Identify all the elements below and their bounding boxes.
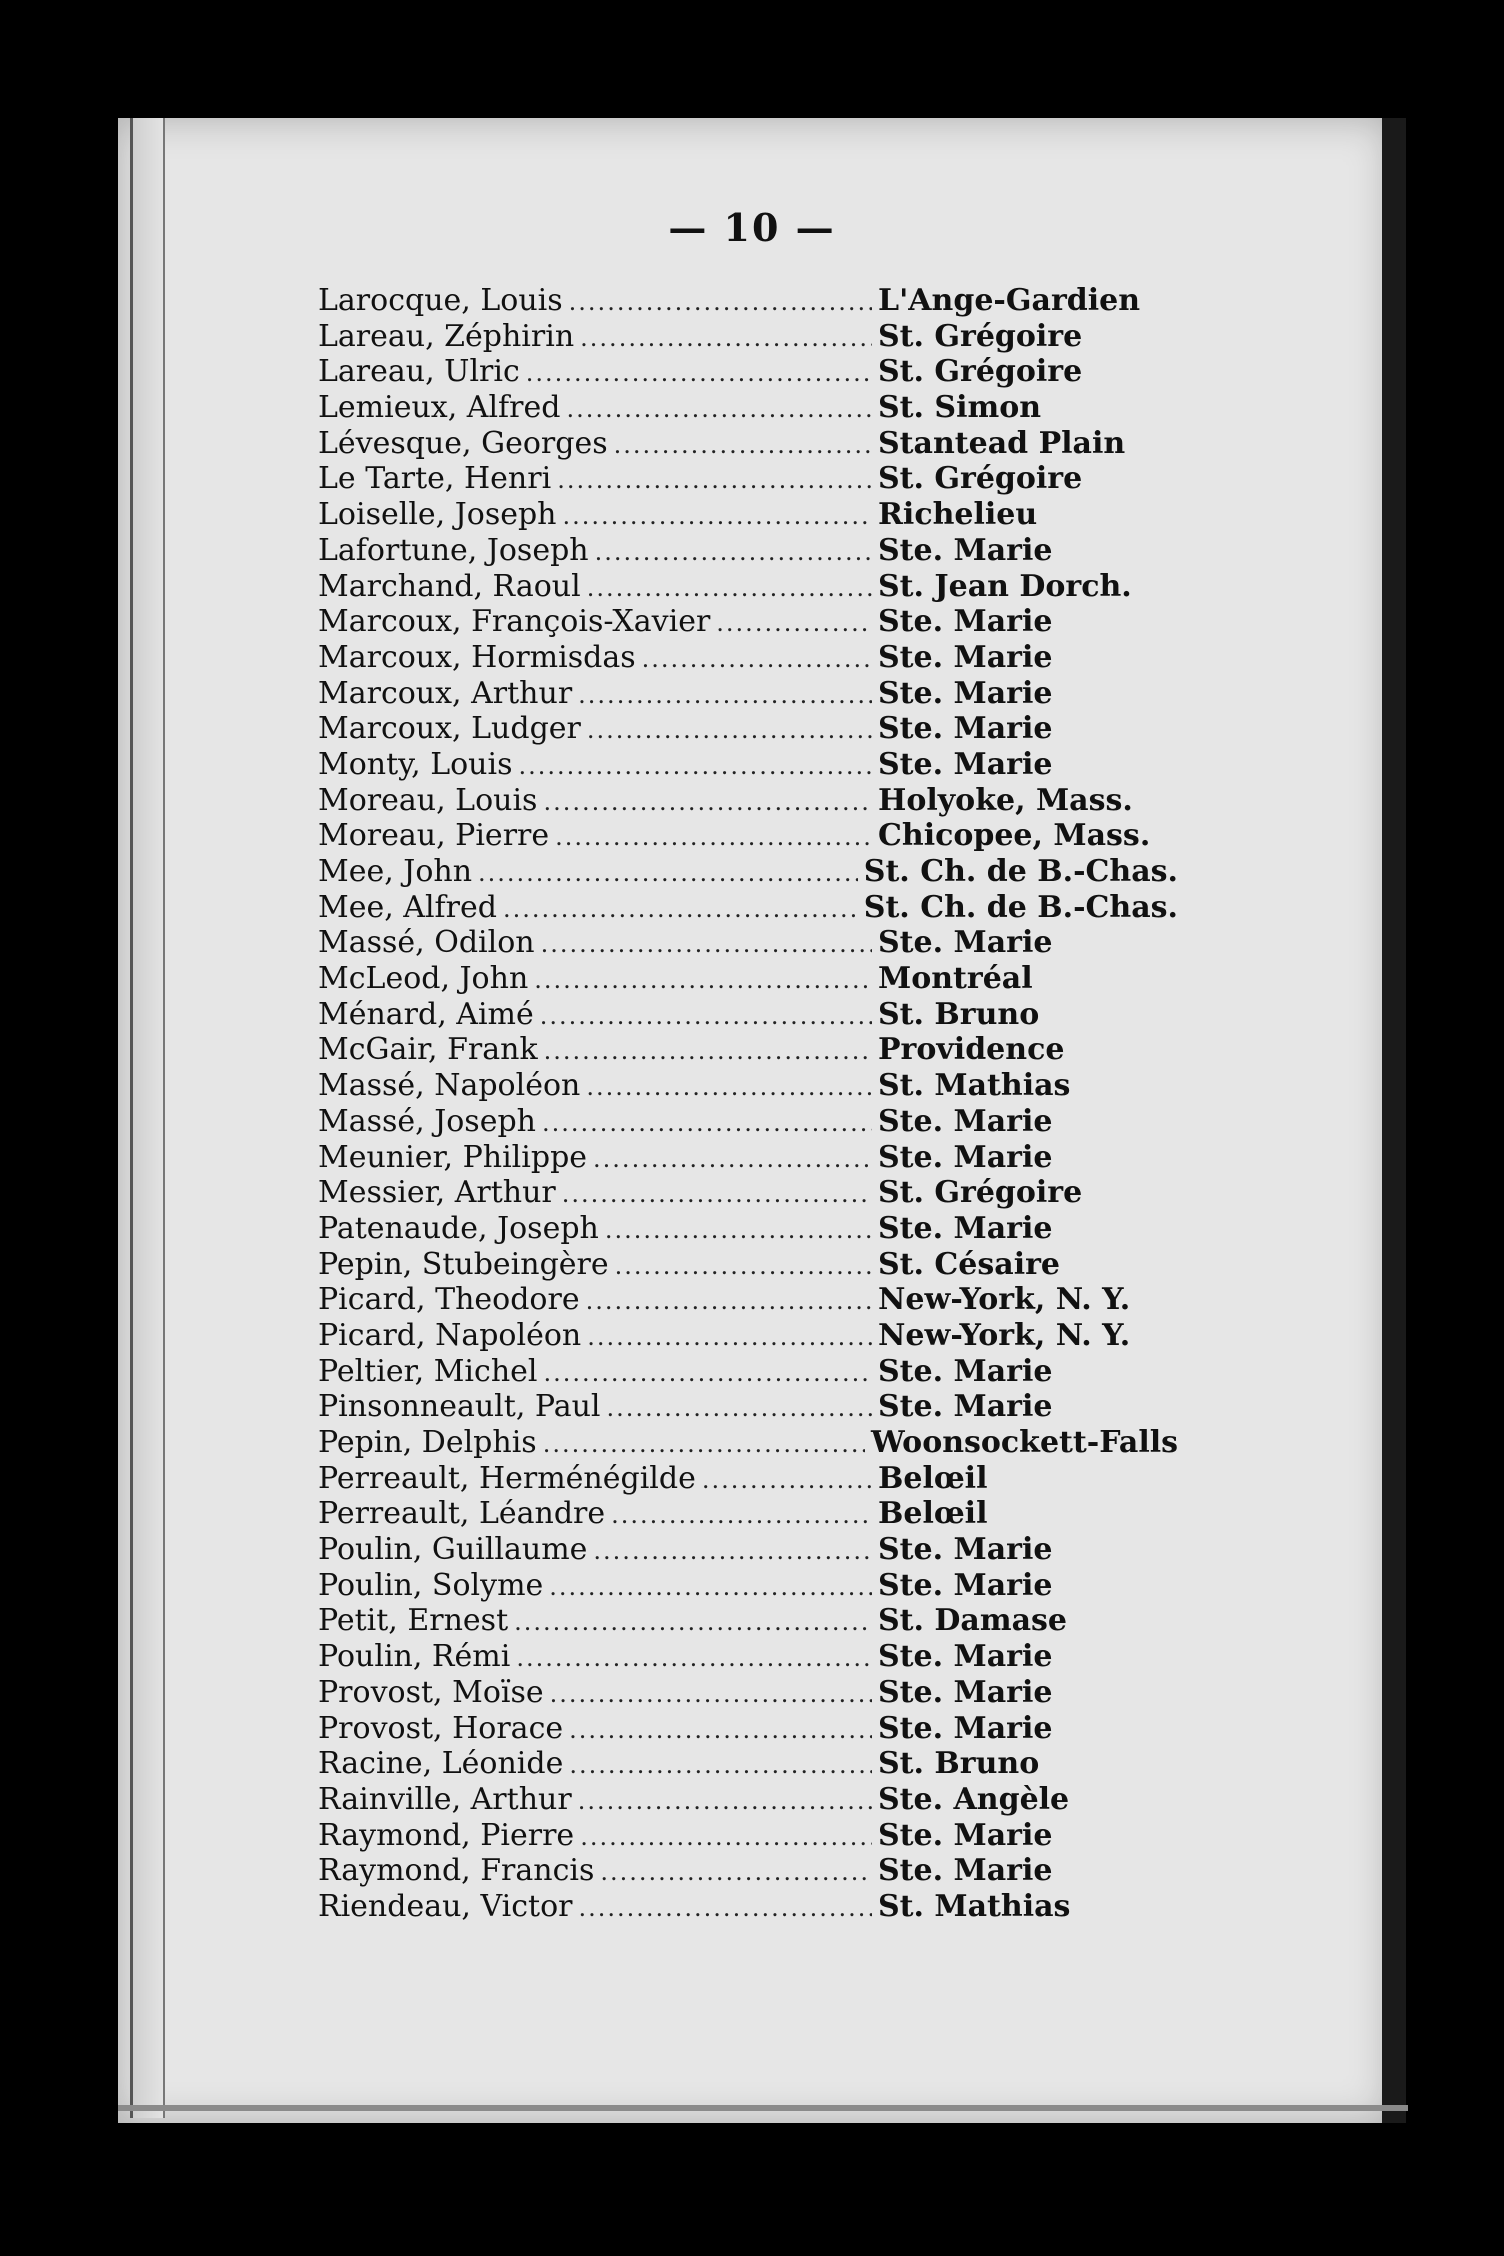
entry-name: Rainville, Arthur bbox=[318, 1781, 572, 1817]
list-item bbox=[318, 1389, 1178, 1425]
book-spine bbox=[130, 118, 165, 2118]
leader-dots bbox=[514, 1605, 872, 1641]
entry-place: St. Damase bbox=[878, 1603, 1068, 1639]
list-item bbox=[318, 1140, 1178, 1176]
list-item bbox=[318, 533, 1178, 569]
list-item bbox=[318, 1211, 1178, 1247]
leader-dots bbox=[503, 892, 858, 928]
entry-place: St. Bruno bbox=[878, 1746, 1040, 1782]
list-item bbox=[318, 426, 1178, 462]
list-item bbox=[318, 1496, 1178, 1532]
leader-dots bbox=[544, 1034, 872, 1070]
entry-name: Lareau, Zéphirin bbox=[318, 318, 575, 354]
entry-place: Richelieu bbox=[878, 497, 1038, 533]
entry-name: Provost, Moïse bbox=[318, 1674, 544, 1710]
list-item bbox=[318, 783, 1178, 819]
entry-name: Provost, Horace bbox=[318, 1710, 564, 1746]
list-item bbox=[318, 1889, 1178, 1925]
leader-dots bbox=[600, 1855, 872, 1891]
entry-place: Ste. Marie bbox=[878, 1567, 1053, 1603]
entry-place: St. Grégoire bbox=[878, 461, 1083, 497]
entry-place: Ste. Marie bbox=[878, 925, 1053, 961]
leader-dots bbox=[614, 428, 872, 464]
leader-dots bbox=[566, 392, 872, 428]
entry-name: Poulin, Solyme bbox=[318, 1567, 544, 1603]
entry-place: Ste. Marie bbox=[878, 1853, 1053, 1889]
entry-place: Belœil bbox=[878, 1496, 988, 1532]
leader-dots bbox=[586, 1070, 872, 1106]
entry-name: Massé, Odilon bbox=[318, 925, 535, 961]
entry-place: L'Ange-Gardien bbox=[878, 283, 1141, 318]
entry-name: Picard, Napoléon bbox=[318, 1317, 582, 1353]
list-item bbox=[318, 1853, 1178, 1889]
entry-name: Perreault, Herménégilde bbox=[318, 1460, 696, 1496]
list-item bbox=[318, 319, 1178, 355]
entry-place: Holyoke, Mass. bbox=[878, 782, 1133, 818]
list-item bbox=[318, 1603, 1178, 1639]
entry-place: Ste. Marie bbox=[878, 711, 1053, 747]
entry-place: Providence bbox=[878, 1032, 1065, 1068]
list-item bbox=[318, 1282, 1178, 1318]
entry-name: Marchand, Raoul bbox=[318, 568, 581, 604]
entry-name: Mee, John bbox=[318, 854, 473, 889]
entry-name: McLeod, John bbox=[318, 961, 529, 997]
leader-dots bbox=[557, 463, 872, 499]
list-item bbox=[318, 1746, 1178, 1782]
leader-dots bbox=[595, 535, 872, 571]
leader-dots bbox=[540, 999, 872, 1035]
entry-place: St. Mathias bbox=[878, 1068, 1071, 1104]
leader-dots bbox=[642, 642, 872, 678]
leader-dots bbox=[516, 1641, 872, 1677]
entry-name: Marcoux, Hormisdas bbox=[318, 639, 636, 675]
list-item bbox=[318, 818, 1178, 854]
entry-place: Ste. Marie bbox=[878, 1353, 1053, 1389]
entry-name: Lareau, Ulric bbox=[318, 354, 520, 390]
leader-dots bbox=[593, 1142, 872, 1178]
entry-place: Ste. Marie bbox=[878, 675, 1053, 711]
entry-name: Massé, Joseph bbox=[318, 1103, 536, 1139]
entry-place: St. Grégoire bbox=[878, 354, 1083, 390]
list-item bbox=[318, 1068, 1178, 1104]
entry-name: Moreau, Pierre bbox=[318, 818, 550, 854]
entry-name: Pepin, Delphis bbox=[318, 1425, 537, 1460]
leader-dots bbox=[587, 1320, 872, 1356]
list-item bbox=[318, 1818, 1178, 1854]
list-item bbox=[318, 1675, 1178, 1711]
leader-dots bbox=[580, 1820, 872, 1856]
entry-name: Peltier, Michel bbox=[318, 1353, 538, 1389]
entry-place: St. Mathias bbox=[878, 1888, 1071, 1924]
list-item bbox=[318, 1104, 1178, 1140]
leader-dots bbox=[534, 963, 872, 999]
entry-place: St. Césaire bbox=[878, 1246, 1060, 1282]
entry-place: St. Bruno bbox=[878, 996, 1040, 1032]
list-item bbox=[318, 1247, 1178, 1283]
entry-name: Marcoux, François-Xavier bbox=[318, 604, 711, 640]
entry-name: Mee, Alfred bbox=[318, 889, 497, 925]
entry-place: Stantead Plain bbox=[878, 425, 1126, 461]
entry-name: Marcoux, Arthur bbox=[318, 675, 573, 711]
entry-name: Racine, Léonide bbox=[318, 1746, 564, 1782]
entry-name: Le Tarte, Henri bbox=[318, 461, 552, 497]
leader-dots bbox=[543, 785, 872, 821]
leader-dots bbox=[702, 1463, 872, 1499]
list-item bbox=[318, 1639, 1178, 1675]
list-item bbox=[318, 747, 1178, 783]
leader-dots bbox=[605, 1213, 872, 1249]
leader-dots bbox=[549, 1570, 872, 1606]
entry-name: McGair, Frank bbox=[318, 1032, 538, 1068]
leader-dots bbox=[543, 1427, 865, 1463]
list-item bbox=[318, 497, 1178, 533]
list-item bbox=[318, 390, 1178, 426]
list-item bbox=[318, 640, 1178, 676]
entry-name: Messier, Arthur bbox=[318, 1175, 556, 1211]
entry-name: Massé, Napoléon bbox=[318, 1068, 581, 1104]
list-item bbox=[318, 1318, 1178, 1354]
entry-place: Ste. Marie bbox=[878, 1532, 1053, 1568]
entry-name: Perreault, Léandre bbox=[318, 1496, 606, 1532]
leader-dots bbox=[611, 1498, 872, 1534]
list-item bbox=[318, 711, 1178, 747]
entry-place: St. Grégoire bbox=[878, 1175, 1083, 1211]
entry-place: New-York, N. Y. bbox=[878, 1282, 1131, 1318]
list-item bbox=[318, 1461, 1178, 1497]
entry-name: Lafortune, Joseph bbox=[318, 532, 589, 568]
entry-name: Petit, Ernest bbox=[318, 1603, 509, 1639]
entry-name: Lemieux, Alfred bbox=[318, 390, 561, 426]
list-item bbox=[318, 925, 1178, 961]
list-item bbox=[318, 997, 1178, 1033]
leader-dots bbox=[550, 1677, 872, 1713]
entry-place: Ste. Marie bbox=[878, 604, 1053, 640]
entry-name: Picard, Theodore bbox=[318, 1282, 580, 1318]
list-item bbox=[318, 1175, 1178, 1211]
page-edge-shadow bbox=[1382, 118, 1406, 2123]
leader-dots bbox=[716, 606, 872, 642]
list-item bbox=[318, 604, 1178, 640]
entry-name: Raymond, Francis bbox=[318, 1853, 595, 1889]
entry-name: Pepin, Stubeingère bbox=[318, 1246, 609, 1282]
entry-place: Ste. Marie bbox=[878, 1139, 1053, 1175]
leader-dots bbox=[607, 1391, 872, 1427]
entry-place: Ste. Marie bbox=[878, 1389, 1053, 1425]
leader-dots bbox=[519, 749, 873, 785]
leader-dots bbox=[569, 285, 872, 321]
entry-name: Lévesque, Georges bbox=[318, 425, 608, 461]
list-item bbox=[318, 1032, 1178, 1068]
list-item bbox=[318, 890, 1178, 926]
entry-name: Raymond, Pierre bbox=[318, 1817, 575, 1853]
leader-dots bbox=[587, 571, 872, 607]
entry-place: Montréal bbox=[878, 961, 1033, 997]
entry-place: Ste. Marie bbox=[878, 1710, 1053, 1746]
leader-dots bbox=[544, 1356, 873, 1392]
entry-name: Patenaude, Joseph bbox=[318, 1210, 599, 1246]
list-item bbox=[318, 1532, 1178, 1568]
entry-place: St. Ch. de B.-Chas. bbox=[863, 889, 1178, 925]
leader-dots bbox=[478, 856, 858, 892]
list-item bbox=[318, 1354, 1178, 1390]
entry-place: Ste. Marie bbox=[878, 746, 1053, 782]
list-item bbox=[318, 569, 1178, 605]
entry-name: Ménard, Aimé bbox=[318, 996, 534, 1032]
entry-name: Moreau, Louis bbox=[318, 782, 538, 818]
list-item bbox=[318, 1425, 1178, 1461]
leader-dots bbox=[526, 356, 872, 392]
leader-dots bbox=[593, 1534, 872, 1570]
entry-place: New-York, N. Y. bbox=[878, 1317, 1131, 1353]
leader-dots bbox=[569, 1713, 872, 1749]
list-item bbox=[318, 1711, 1178, 1747]
entry-name: Poulin, Rémi bbox=[318, 1639, 511, 1675]
page-number: — 10 — bbox=[668, 205, 836, 250]
entry-name: Poulin, Guillaume bbox=[318, 1532, 588, 1568]
entry-place: Belœil bbox=[878, 1460, 988, 1496]
entry-place: St. Simon bbox=[878, 390, 1042, 426]
page-bottom-edge bbox=[118, 2105, 1408, 2111]
leader-dots bbox=[562, 1177, 872, 1213]
leader-dots bbox=[615, 1249, 872, 1285]
entry-name: Larocque, Louis bbox=[318, 283, 563, 318]
list-item bbox=[318, 1782, 1178, 1818]
leader-dots bbox=[580, 321, 872, 357]
entry-place: St. Ch. de B.-Chas. bbox=[863, 854, 1178, 889]
leader-dots bbox=[586, 1284, 872, 1320]
leader-dots bbox=[587, 713, 872, 749]
entry-name: Marcoux, Ludger bbox=[318, 711, 581, 747]
entry-place: St. Jean Dorch. bbox=[878, 568, 1132, 604]
leader-dots bbox=[542, 1106, 872, 1142]
entry-name: Pinsonneault, Paul bbox=[318, 1389, 601, 1425]
leader-dots bbox=[578, 1784, 872, 1820]
entry-name: Riendeau, Victor bbox=[318, 1888, 573, 1924]
entry-place: Woonsockett-Falls bbox=[870, 1425, 1178, 1460]
list-item bbox=[318, 461, 1178, 497]
leader-dots bbox=[578, 678, 872, 714]
entry-name: Monty, Louis bbox=[318, 746, 513, 782]
entry-place: Ste. Marie bbox=[878, 1674, 1053, 1710]
leader-dots bbox=[569, 1748, 872, 1784]
leader-dots bbox=[563, 499, 872, 535]
list-item bbox=[318, 676, 1178, 712]
leader-dots bbox=[555, 820, 872, 856]
name-list bbox=[318, 283, 1178, 1925]
entry-place: Chicopee, Mass. bbox=[878, 818, 1151, 854]
entry-place: Ste. Marie bbox=[878, 532, 1053, 568]
leader-dots bbox=[541, 927, 872, 963]
list-item bbox=[318, 961, 1178, 997]
list-item bbox=[318, 854, 1178, 890]
entry-name: Loiselle, Joseph bbox=[318, 497, 557, 533]
entry-place: Ste. Marie bbox=[878, 1103, 1053, 1139]
entry-place: St. Grégoire bbox=[878, 318, 1083, 354]
entry-place: Ste. Marie bbox=[878, 639, 1053, 675]
list-item bbox=[318, 354, 1178, 390]
entry-place: Ste. Marie bbox=[878, 1210, 1053, 1246]
list-item bbox=[318, 283, 1178, 319]
entry-name: Meunier, Philippe bbox=[318, 1139, 588, 1175]
entry-place: Ste. Marie bbox=[878, 1639, 1053, 1675]
leader-dots bbox=[579, 1891, 873, 1927]
entry-place: Ste. Marie bbox=[878, 1817, 1053, 1853]
list-item bbox=[318, 1568, 1178, 1604]
entry-place: Ste. Angèle bbox=[878, 1781, 1070, 1817]
